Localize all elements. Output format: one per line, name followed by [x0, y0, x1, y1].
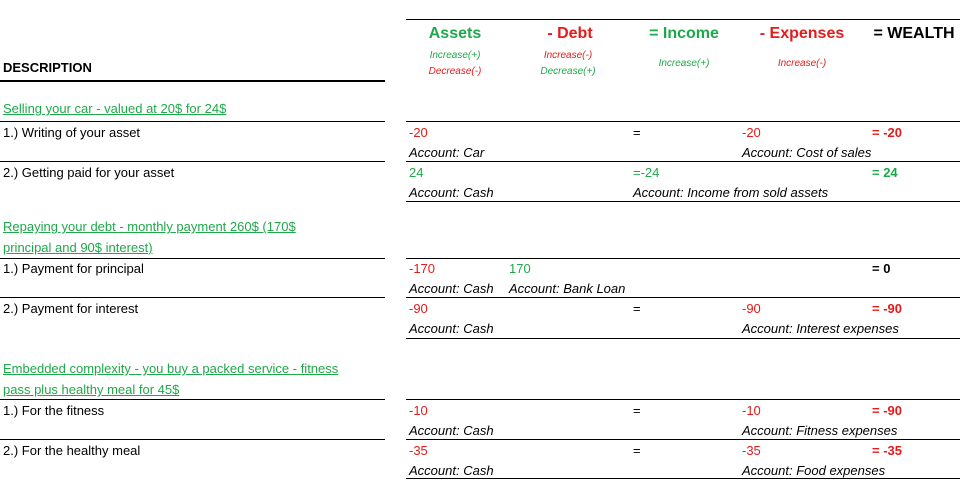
- expenses-increase-hint: Increase(-): [777, 58, 827, 69]
- income-value: =-24: [633, 165, 660, 180]
- debt-decrease-hint: Decrease(+): [540, 66, 596, 77]
- assets-value: -90: [409, 301, 428, 316]
- row-divider: [0, 439, 385, 440]
- wealth-value: = 0: [872, 261, 891, 276]
- row-divider: [0, 297, 385, 298]
- wealth-value: = -90: [872, 301, 902, 316]
- assets-value: -20: [409, 125, 428, 140]
- expenses-account: Account: Interest expenses: [742, 321, 899, 336]
- section-title-packed-service[interactable]: Embedded complexity - you buy a packed service - fitness: [3, 361, 339, 376]
- assets-account: Account: Cash: [409, 321, 494, 336]
- section-title-car[interactable]: Selling your car - valued at 20$ for 24$: [3, 101, 227, 116]
- assets-account: Account: Cash: [409, 185, 494, 200]
- header-top-line: [406, 19, 960, 20]
- section-title-packed-service-line2[interactable]: pass plus healthy meal for 45$: [3, 382, 180, 397]
- expenses-value: -35: [742, 443, 761, 458]
- equals-sign: =: [633, 403, 641, 418]
- income-header: = Income: [649, 25, 719, 42]
- expenses-header: - Expenses: [759, 25, 845, 42]
- description-header: DESCRIPTION: [3, 60, 92, 75]
- assets-account: Account: Car: [409, 145, 485, 160]
- row-description: 2.) Payment for interest: [3, 301, 139, 316]
- row-description: 2.) Getting paid for your asset: [3, 165, 175, 180]
- assets-account: Account: Cash: [409, 281, 494, 296]
- description-underline: [0, 80, 385, 82]
- income-increase-hint: Increase(+): [658, 58, 710, 69]
- expenses-account: Account: Food expenses: [742, 463, 886, 478]
- equals-sign: =: [633, 443, 641, 458]
- debt-value: 170: [509, 261, 531, 276]
- expenses-value: -10: [742, 403, 761, 418]
- assets-header: Assets: [428, 25, 482, 42]
- assets-value: -170: [409, 261, 436, 276]
- wealth-value: = -90: [872, 403, 902, 418]
- row-divider: [406, 201, 960, 202]
- row-divider: [406, 121, 960, 122]
- row-divider: [0, 121, 385, 122]
- row-divider: [406, 161, 960, 162]
- row-divider: [406, 478, 960, 479]
- expenses-account: Account: Cost of sales: [742, 145, 872, 160]
- row-divider: [0, 258, 385, 259]
- assets-increase-hint: Increase(+): [429, 50, 481, 61]
- row-divider: [406, 258, 960, 259]
- assets-account: Account: Cash: [409, 463, 494, 478]
- income-account: Account: Income from sold assets: [633, 185, 829, 200]
- section-title-debt[interactable]: Repaying your debt - monthly payment 260$ (170$: [3, 219, 296, 234]
- assets-value: 24: [409, 165, 424, 180]
- row-description: 1.) Writing of your asset: [3, 125, 141, 140]
- wealth-value: = -20: [872, 125, 902, 140]
- row-divider: [406, 297, 960, 298]
- equals-sign: =: [633, 301, 641, 316]
- wealth-header: = WEALTH: [873, 25, 955, 42]
- expenses-value: -20: [742, 125, 761, 140]
- debt-account: Account: Bank Loan: [509, 281, 626, 296]
- assets-value: -35: [409, 443, 428, 458]
- row-divider: [0, 399, 385, 400]
- row-description: 2.) For the healthy meal: [3, 443, 141, 458]
- row-divider: [0, 161, 385, 162]
- expenses-value: -90: [742, 301, 761, 316]
- equals-sign: =: [633, 125, 641, 140]
- row-divider: [406, 338, 960, 339]
- row-description: 1.) Payment for principal: [3, 261, 144, 276]
- row-divider: [406, 439, 960, 440]
- wealth-value: = -35: [872, 443, 902, 458]
- wealth-value: = 24: [872, 165, 898, 180]
- debt-header: - Debt: [547, 25, 593, 42]
- assets-value: -10: [409, 403, 428, 418]
- section-title-debt-line2[interactable]: principal and 90$ interest): [3, 240, 153, 255]
- expenses-account: Account: Fitness expenses: [742, 423, 898, 438]
- row-description: 1.) For the fitness: [3, 403, 105, 418]
- row-divider: [406, 399, 960, 400]
- debt-increase-hint: Increase(-): [543, 50, 593, 61]
- assets-account: Account: Cash: [409, 423, 494, 438]
- assets-decrease-hint: Decrease(-): [428, 66, 482, 77]
